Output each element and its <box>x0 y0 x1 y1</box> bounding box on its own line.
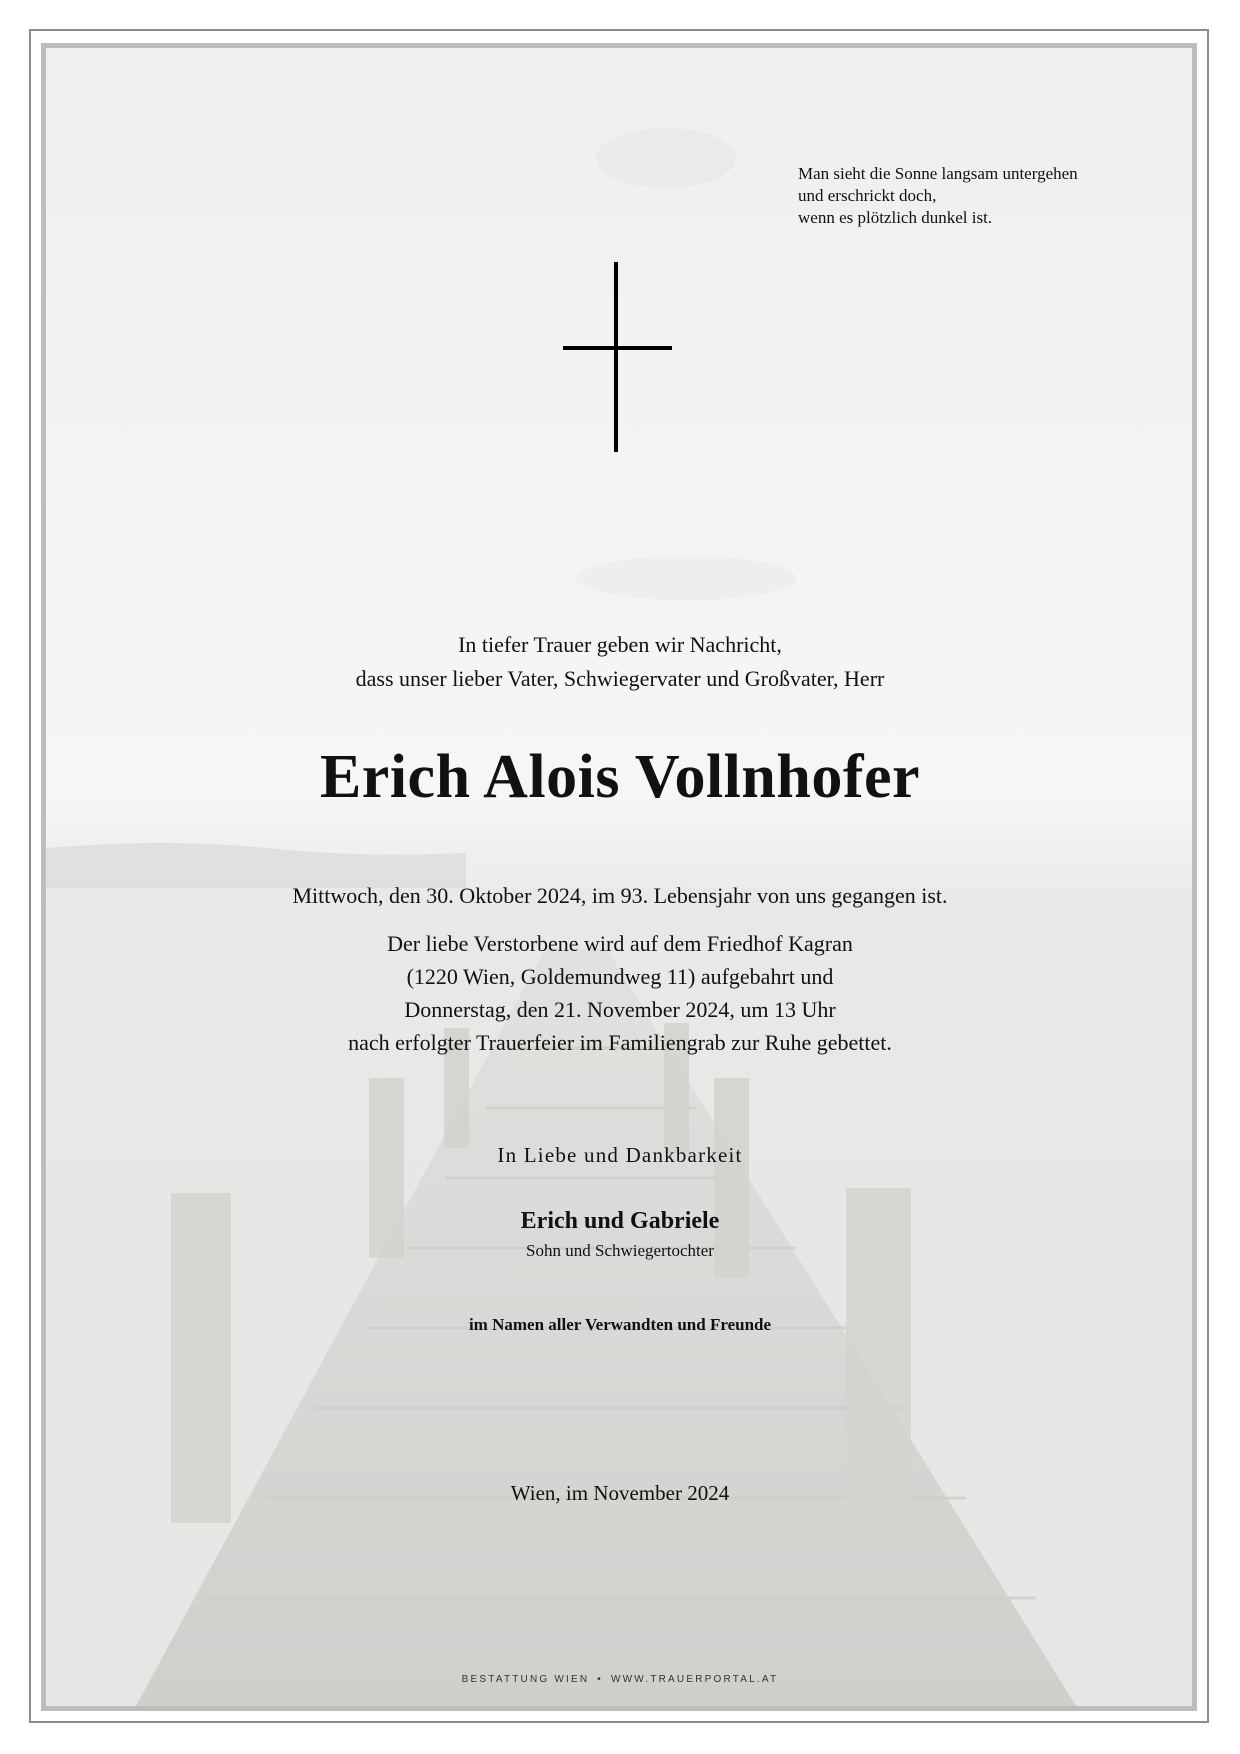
family-role: Sohn und Schwiegertochter <box>526 1241 714 1260</box>
cross-horizontal-bar <box>563 346 672 350</box>
burial-line: Donnerstag, den 21. November 2024, um 13 Uhr <box>404 997 836 1022</box>
footer-company: BESTATTUNG WIEN <box>461 1674 590 1685</box>
deceased-name: Erich Alois Vollnhofer <box>319 743 921 811</box>
poem-line: wenn es plötzlich dunkel ist. <box>798 208 993 227</box>
burial-line: (1220 Wien, Goldemundweg 11) aufgebahrt und <box>406 964 834 989</box>
footer <box>0 1673 1240 1687</box>
relatives-note: im Namen aller Verwandten und Freunde <box>468 1315 772 1334</box>
place-date: Wien, im November 2024 <box>510 1481 730 1505</box>
poem-line: Man sieht die Sonne langsam untergehen <box>798 164 1078 183</box>
burial-line: nach erfolgter Trauerfeier im Familiengrab zur Ruhe gebettet. <box>348 1030 892 1055</box>
burial-details <box>0 927 1240 1059</box>
footer-website-link[interactable]: WWW.TRAUERPORTAL.AT <box>610 1674 779 1685</box>
burial-line: Der liebe Verstorbene wird auf dem Friedhof Kagran <box>387 931 853 956</box>
footer-separator: • <box>597 1674 603 1685</box>
intro-line: In tiefer Trauer geben wir Nachricht, <box>458 632 782 657</box>
closing-phrase: In Liebe und Dankbarkeit <box>497 1143 743 1167</box>
death-notice: Mittwoch, den 30. Oktober 2024, im 93. Lebensjahr von uns gegangen ist. <box>292 883 948 908</box>
poem-quote <box>798 163 1158 229</box>
cross-vertical-bar <box>614 262 618 452</box>
poem-line: und erschrickt doch, <box>798 186 937 205</box>
intro-text <box>0 628 1240 696</box>
intro-line: dass unser lieber Vater, Schwiegervater und Großvater, Herr <box>355 666 885 691</box>
family-name: Erich und Gabriele <box>520 1208 720 1234</box>
cross-icon <box>560 262 675 452</box>
